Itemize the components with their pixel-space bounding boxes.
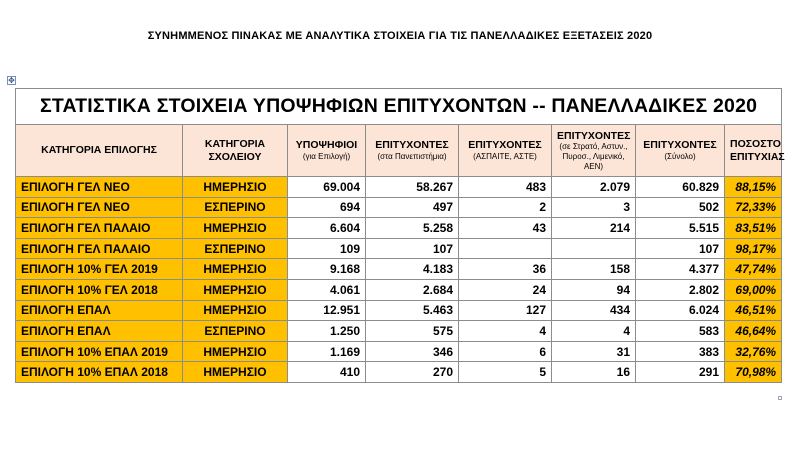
total-admitted-cell: 4.377 (636, 259, 725, 280)
candidates-cell: 410 (288, 362, 366, 383)
table-header-row (16, 125, 782, 177)
aspaite-aste-admitted-cell: 4 (459, 321, 552, 342)
column-header (552, 125, 636, 177)
security-forces-admitted-cell: 434 (552, 300, 636, 321)
candidates-cell: 694 (288, 197, 366, 218)
total-admitted-cell: 583 (636, 321, 725, 342)
school-type-cell: ΕΣΠΕΡΙΝΟ (183, 238, 288, 259)
column-header (288, 125, 366, 177)
success-rate-cell: 72,33% (725, 197, 782, 218)
success-rate-cell: 46,51% (725, 300, 782, 321)
table-row (16, 177, 782, 198)
table-row (16, 341, 782, 362)
selection-category-cell: ΕΠΙΛΟΓΗ ΓΕΛ ΝΕΟ (16, 177, 183, 198)
column-header (459, 125, 552, 177)
table-row (16, 197, 782, 218)
table-body (16, 177, 782, 383)
column-header-sublabel: (στα Πανεπιστήμια) (377, 152, 447, 161)
aspaite-aste-admitted-cell: 483 (459, 177, 552, 198)
column-header-sublabel: (Σύνολο) (664, 152, 696, 161)
university-admitted-cell: 5.258 (366, 218, 459, 239)
selection-category-cell: ΕΠΙΛΟΓΗ ΕΠΑΛ (16, 300, 183, 321)
security-forces-admitted-cell: 2.079 (552, 177, 636, 198)
success-rate-cell: 83,51% (725, 218, 782, 239)
security-forces-admitted-cell: 94 (552, 279, 636, 300)
total-admitted-cell: 6.024 (636, 300, 725, 321)
selection-category-cell: ΕΠΙΛΟΓΗ ΓΕΛ ΝΕΟ (16, 197, 183, 218)
school-type-cell: ΗΜΕΡΗΣΙΟ (183, 259, 288, 280)
school-type-cell: ΗΜΕΡΗΣΙΟ (183, 177, 288, 198)
table-row (16, 321, 782, 342)
candidates-cell: 69.004 (288, 177, 366, 198)
aspaite-aste-admitted-cell: 5 (459, 362, 552, 383)
column-header-label: ΚΑΤΗΓΟΡΙΑ ΕΠΙΛΟΓΗΣ (41, 144, 157, 157)
aspaite-aste-admitted-cell: 6 (459, 341, 552, 362)
school-type-cell: ΗΜΕΡΗΣΙΟ (183, 279, 288, 300)
column-header-label: ΕΠΙΤΥΧΟΝΤΕΣ (468, 139, 542, 152)
table-row (16, 259, 782, 280)
selection-category-cell: ΕΠΙΛΟΓΗ ΓΕΛ ΠΑΛΑΙΟ (16, 218, 183, 239)
school-type-cell: ΕΣΠΕΡΙΝΟ (183, 321, 288, 342)
column-header-label: ΚΑΤΗΓΟΡΙΑ ΣΧΟΛΕΙΟΥ (204, 137, 266, 163)
column-header-sublabel: (για Επιλογή) (302, 152, 351, 161)
success-rate-cell: 46,64% (725, 321, 782, 342)
column-header (366, 125, 459, 177)
table-row (16, 218, 782, 239)
table-row (16, 362, 782, 383)
statistics-table-container (15, 88, 785, 383)
aspaite-aste-admitted-cell: 24 (459, 279, 552, 300)
table-row (16, 238, 782, 259)
total-admitted-cell: 107 (636, 238, 725, 259)
column-header-sublabel: (ΑΣΠΑΙΤΕ, ΑΣΤΕ) (473, 152, 537, 161)
column-header-sublabel: (σε Στρατό, Αστυν., Πυροσ., Λιμενικό, ΑΕΝ) (559, 142, 628, 171)
success-rate-cell: 69,00% (725, 279, 782, 300)
column-header (636, 125, 725, 177)
column-header (16, 125, 183, 177)
security-forces-admitted-cell: 4 (552, 321, 636, 342)
selection-category-cell: ΕΠΙΛΟΓΗ 10% ΕΠΑΛ 2019 (16, 341, 183, 362)
column-header-label: ΠΟΣΟΣΤΟ ΕΠΙΤΥΧΙΑΣ (730, 137, 785, 163)
university-admitted-cell: 270 (366, 362, 459, 383)
success-rate-cell: 47,74% (725, 259, 782, 280)
security-forces-admitted-cell: 158 (552, 259, 636, 280)
selection-category-cell: ΕΠΙΛΟΓΗ 10% ΕΠΑΛ 2018 (16, 362, 183, 383)
university-admitted-cell: 58.267 (366, 177, 459, 198)
success-rate-cell: 88,15% (725, 177, 782, 198)
school-type-cell: ΗΜΕΡΗΣΙΟ (183, 362, 288, 383)
candidates-cell: 9.168 (288, 259, 366, 280)
security-forces-admitted-cell: 214 (552, 218, 636, 239)
success-rate-cell: 70,98% (725, 362, 782, 383)
university-admitted-cell: 107 (366, 238, 459, 259)
statistics-table (15, 88, 785, 383)
school-type-cell: ΕΣΠΕΡΙΝΟ (183, 197, 288, 218)
school-type-cell: ΗΜΕΡΗΣΙΟ (183, 341, 288, 362)
aspaite-aste-admitted-cell: 127 (459, 300, 552, 321)
selection-category-cell: ΕΠΙΛΟΓΗ ΕΠΑΛ (16, 321, 183, 342)
column-header-label: ΥΠΟΨΗΦΙΟΙ (295, 139, 358, 152)
candidates-cell: 12.951 (288, 300, 366, 321)
move-handle-icon[interactable]: ✥ (8, 76, 15, 85)
school-type-cell: ΗΜΕΡΗΣΙΟ (183, 218, 288, 239)
university-admitted-cell: 346 (366, 341, 459, 362)
school-type-cell: ΗΜΕΡΗΣΙΟ (183, 300, 288, 321)
total-admitted-cell: 502 (636, 197, 725, 218)
total-admitted-cell: 60.829 (636, 177, 725, 198)
security-forces-admitted-cell: 16 (552, 362, 636, 383)
table-row (16, 300, 782, 321)
aspaite-aste-admitted-cell (459, 238, 552, 259)
candidates-cell: 1.250 (288, 321, 366, 342)
column-header (183, 125, 288, 177)
total-admitted-cell: 383 (636, 341, 725, 362)
university-admitted-cell: 5.463 (366, 300, 459, 321)
security-forces-admitted-cell (552, 238, 636, 259)
selection-category-cell: ΕΠΙΛΟΓΗ 10% ΓΕΛ 2019 (16, 259, 183, 280)
table-title: ΣΤΑΤΙΣΤΙΚΑ ΣΤΟΙΧΕΙΑ ΥΠΟΨΗΦΙΩΝ ΕΠΙΤΥΧΟΝΤΩΝ -- ΠΑΝΕΛΛΑΔΙΚΕΣ 2020 (16, 89, 782, 125)
security-forces-admitted-cell: 31 (552, 341, 636, 362)
total-admitted-cell: 291 (636, 362, 725, 383)
university-admitted-cell: 4.183 (366, 259, 459, 280)
selection-category-cell: ΕΠΙΛΟΓΗ 10% ΓΕΛ 2018 (16, 279, 183, 300)
success-rate-cell: 32,76% (725, 341, 782, 362)
column-header-label: ΕΠΙΤΥΧΟΝΤΕΣ (375, 139, 449, 152)
aspaite-aste-admitted-cell: 36 (459, 259, 552, 280)
selection-category-cell: ΕΠΙΛΟΓΗ ΓΕΛ ΠΑΛΑΙΟ (16, 238, 183, 259)
column-header (725, 125, 785, 177)
university-admitted-cell: 497 (366, 197, 459, 218)
aspaite-aste-admitted-cell: 2 (459, 197, 552, 218)
security-forces-admitted-cell: 3 (552, 197, 636, 218)
table-resize-handle[interactable] (778, 396, 782, 400)
total-admitted-cell: 2.802 (636, 279, 725, 300)
column-header-label: ΕΠΙΤΥΧΟΝΤΕΣ (643, 139, 717, 152)
candidates-cell: 109 (288, 238, 366, 259)
success-rate-cell: 98,17% (725, 238, 782, 259)
column-header-label: ΕΠΙΤΥΧΟΝΤΕΣ (557, 129, 631, 142)
university-admitted-cell: 575 (366, 321, 459, 342)
candidates-cell: 1.169 (288, 341, 366, 362)
university-admitted-cell: 2.684 (366, 279, 459, 300)
total-admitted-cell: 5.515 (636, 218, 725, 239)
candidates-cell: 4.061 (288, 279, 366, 300)
candidates-cell: 6.604 (288, 218, 366, 239)
document-heading: ΣΥΝΗΜΜΕΝΟΣ ΠΙΝΑΚΑΣ ΜΕ ΑΝΑΛΥΤΙΚΑ ΣΤΟΙΧΕΙΑ ΓΙΑ ΤΙΣ ΠΑΝΕΛΛΑΔΙΚΕΣ ΕΞΕΤΑΣΕΙΣ 2020 (147, 30, 653, 42)
aspaite-aste-admitted-cell: 43 (459, 218, 552, 239)
table-row (16, 279, 782, 300)
